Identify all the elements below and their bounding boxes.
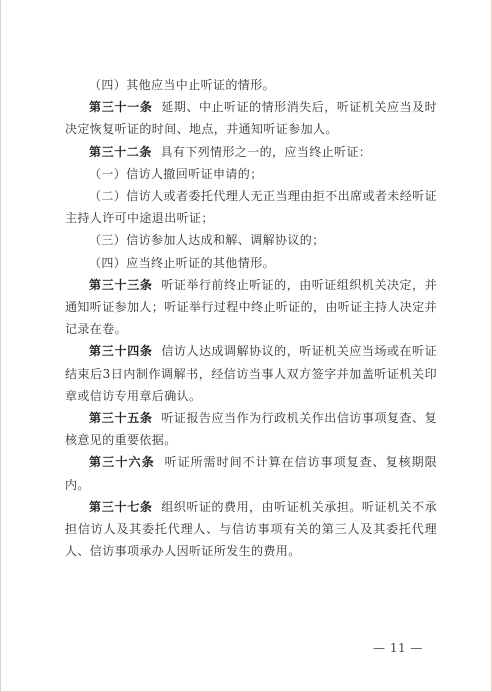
paragraph-text: （四）其他应当中止听证的情形。 [89,78,276,92]
article-number: 第三十六条 [89,455,155,470]
paragraph-text: 组织听证的费用，由听证机关承担。听证机关不承担信访人及其委托代理人、与信访事项有关的第三人及其委托代理人、信访事项承办人因听证所发生的费用。 [65,499,437,559]
paragraph [65,451,437,495]
article-number: 第三十三条 [89,277,153,292]
article-number: 第三十一条 [89,100,153,115]
paragraph [65,74,437,96]
paragraph-text: （二）信访人或者委托代理人无正当理由拒不出席或者未经听证主持人许可中途退出听证； [65,189,437,226]
paragraph [65,185,437,229]
paragraph [65,141,437,163]
paragraph [65,163,437,185]
paragraph-text: （三）信访参加人达成和解、调解协议的； [89,233,325,248]
paragraph-text: 听证所需时间不计算在信访事项复查、复核期限内。 [65,455,437,492]
paragraph [65,274,437,341]
paragraph [65,96,437,140]
article-number: 第三十七条 [89,499,153,514]
article-number: 第三十二条 [89,144,153,159]
paragraph-text: （四）应当终止听证的其他情形。 [89,255,276,270]
paragraph-text: （一）信访人撤回听证申请的； [89,166,263,181]
paragraph-text: 延期、中止听证的情形消失后，听证机关应当及时决定恢复听证的时间、地点，并通知听证参加人。 [65,100,437,137]
article-number: 第三十四条 [89,344,153,359]
paragraph [65,496,437,563]
paragraph-text: 听证举行前终止听证的，由听证组织机关决定，并通知听证参加人；听证举行过程中终止听证的，由听证主持人决定并记录在卷。 [65,277,438,337]
article-number: 第三十五条 [89,411,153,426]
paragraph [65,229,437,251]
page-number: — 11 — [373,641,423,655]
paragraph-text: 具有下列情形之一的，应当终止听证： [160,144,372,159]
paragraph [65,340,437,407]
paragraph-text: 听证报告应当作为行政机关作出信访事项复查、复核意见的重要依据。 [65,411,437,448]
paragraph-text: 信访人达成调解协议的，听证机关应当场或在听证结束后3日内制作调解书，经信访当事人双方签字并加盖听证机关印章或信访专用章后确认。 [65,344,437,403]
document-body [65,74,437,562]
paragraph [65,407,437,451]
paragraph [65,252,437,274]
